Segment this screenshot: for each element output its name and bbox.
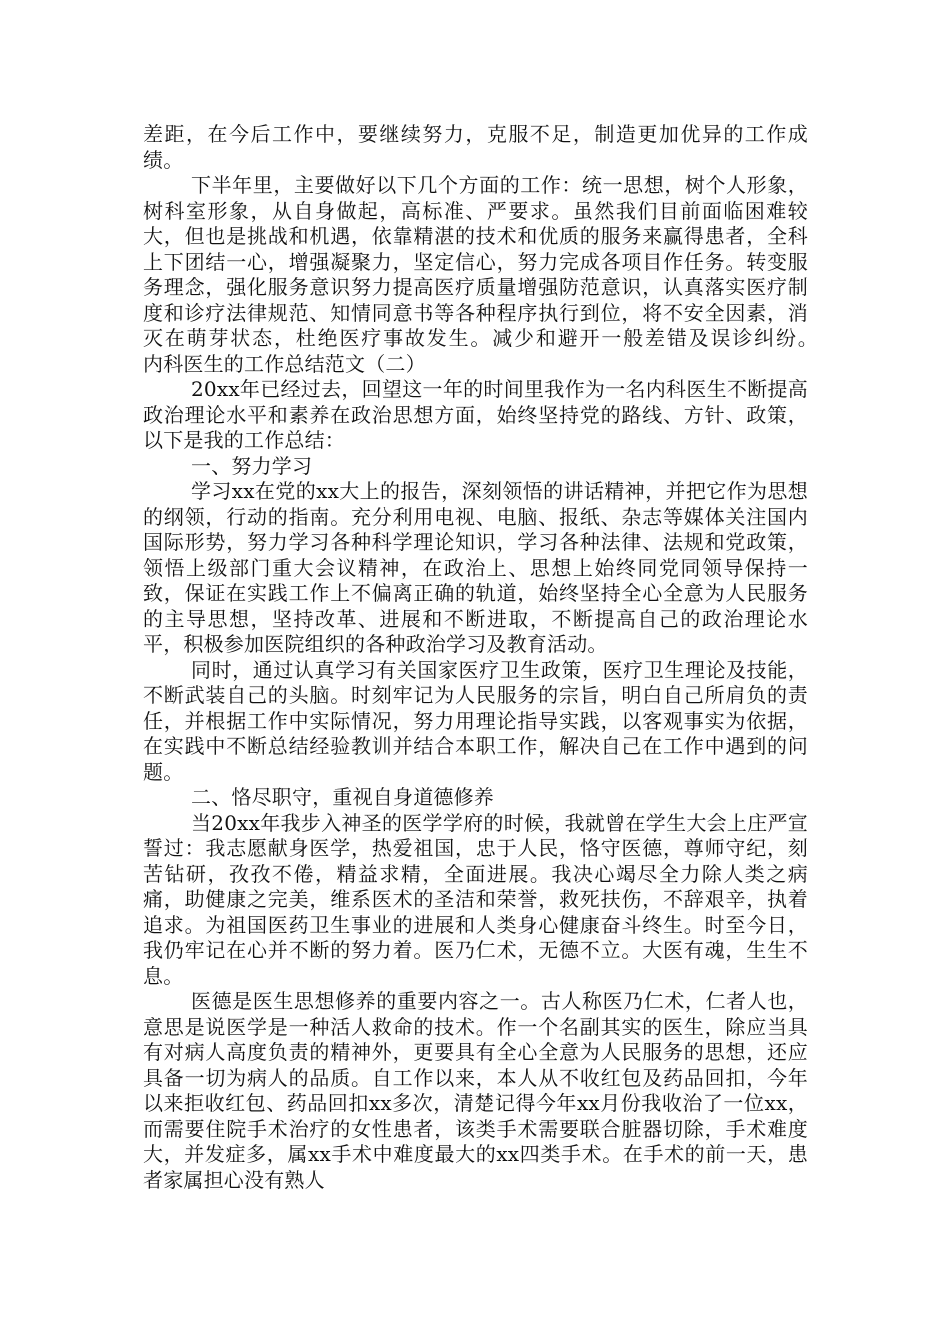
paragraph-7: 医德是医生思想修养的重要内容之一。古人称医乃仁术，仁者人也，意思是说医学是一种活人救命的技术。作一个名副其实的医生，除应当具有对病人高度负责的精神外，更要具有全心全意为人民服务的思想，还应具备一切为病人的品质。自工作以来，本人从不收红包及药品回扣，今年以来拒收红包、药品回扣xx多次，清楚记得今年xx月份我收治了一位xx，而需要住院手术治疗的女性患者，该类手术需要联合脏器切除，手术难度大，并发症多，属xx手术中难度最大的xx四类手术。在手术的前一天，患者家属担心没有熟人 [143,989,808,1192]
section-heading-1: 一、努力学习 [191,453,313,478]
paragraph-4: 学习xx在党的xx大上的报告，深刻领悟的讲话精神，并把它作为思想的纲领，行动的指南。充分利用电视、电脑、报纸、杂志等媒体关注国内国际形势，努力学习各种科学理论知识，学习各种法律、法规和党政策，领悟上级部门重大会议精神，在政治上、思想上始终同党同领导保持一致，保证在实践工作上不偏离正确的轨道，始终坚持全心全意为人民服务的主导思想，坚持改革、进展和不断进取，不断提高自己的政治理论水平，积极参加医院组织的各种政治学习及教育活动。 [143,479,808,656]
paragraph-3: 20xx年已经过去，回望这一年的时间里我作为一名内科医生不断提高政治理论水平和素养在政治思想方面，始终坚持党的路线、方针、政策，以下是我的工作总结： [143,377,808,452]
paragraph-2: 下半年里，主要做好以下几个方面的工作：统一思想，树个人形象，树科室形象，从自身做起，高标准、严要求。虽然我们目前面临困难较大，但也是挑战和机遇，依靠精湛的技术和优质的服务来赢得患者，全科上下团结一心，增强凝聚力，坚定信心，努力完成各项目作任务。转变服务理念，强化服务意识努力提高医疗质量增强防范意识，认真落实医疗制度和诊疗法律规范、知情同意书等各种程序执行到位，将不安全因素，消灭在萌芽状态，杜绝医疗事故发生。减少和避开一般差错及误诊纠纷。 内科医生的工作总结范文（二） [143,173,849,376]
paragraph-1: 差距，在今后工作中，要继续努力，克服不足，制造更加优异的工作成绩。 [143,122,808,172]
document-body [143,122,849,1193]
paragraph-5: 同时，通过认真学习有关国家医疗卫生政策，医疗卫生理论及技能，不断武装自己的头脑。时刻牢记为人民服务的宗旨，明白自己所肩负的责任，并根据工作中实际情况，努力用理论指导实践，以客观事实为依据，在实践中不断总结经验教训并结合本职工作，解决自己在工作中遇到的问题。 [143,657,808,784]
paragraph-6: 当20xx年我步入神圣的医学学府的时候，我就曾在学生大会上庄严宣誓过：我志愿献身医学，热爱祖国，忠于人民，恪守医德，尊师守纪，刻苦钻研，孜孜不倦，精益求精，全面进展。我决心竭尽全力除人类之病痛，助健康之完美，维系医术的圣洁和荣誉，救死扶伤，不辞艰辛，执着追求。为祖国医药卫生事业的进展和人类身心健康奋斗终生。时至今日，我仍牢记在心并不断的努力着。医乃仁术，无德不立。大医有魂，生生不息。 [143,810,808,988]
section-heading-2: 二、恪尽职守，重视自身道德修养 [191,785,494,809]
